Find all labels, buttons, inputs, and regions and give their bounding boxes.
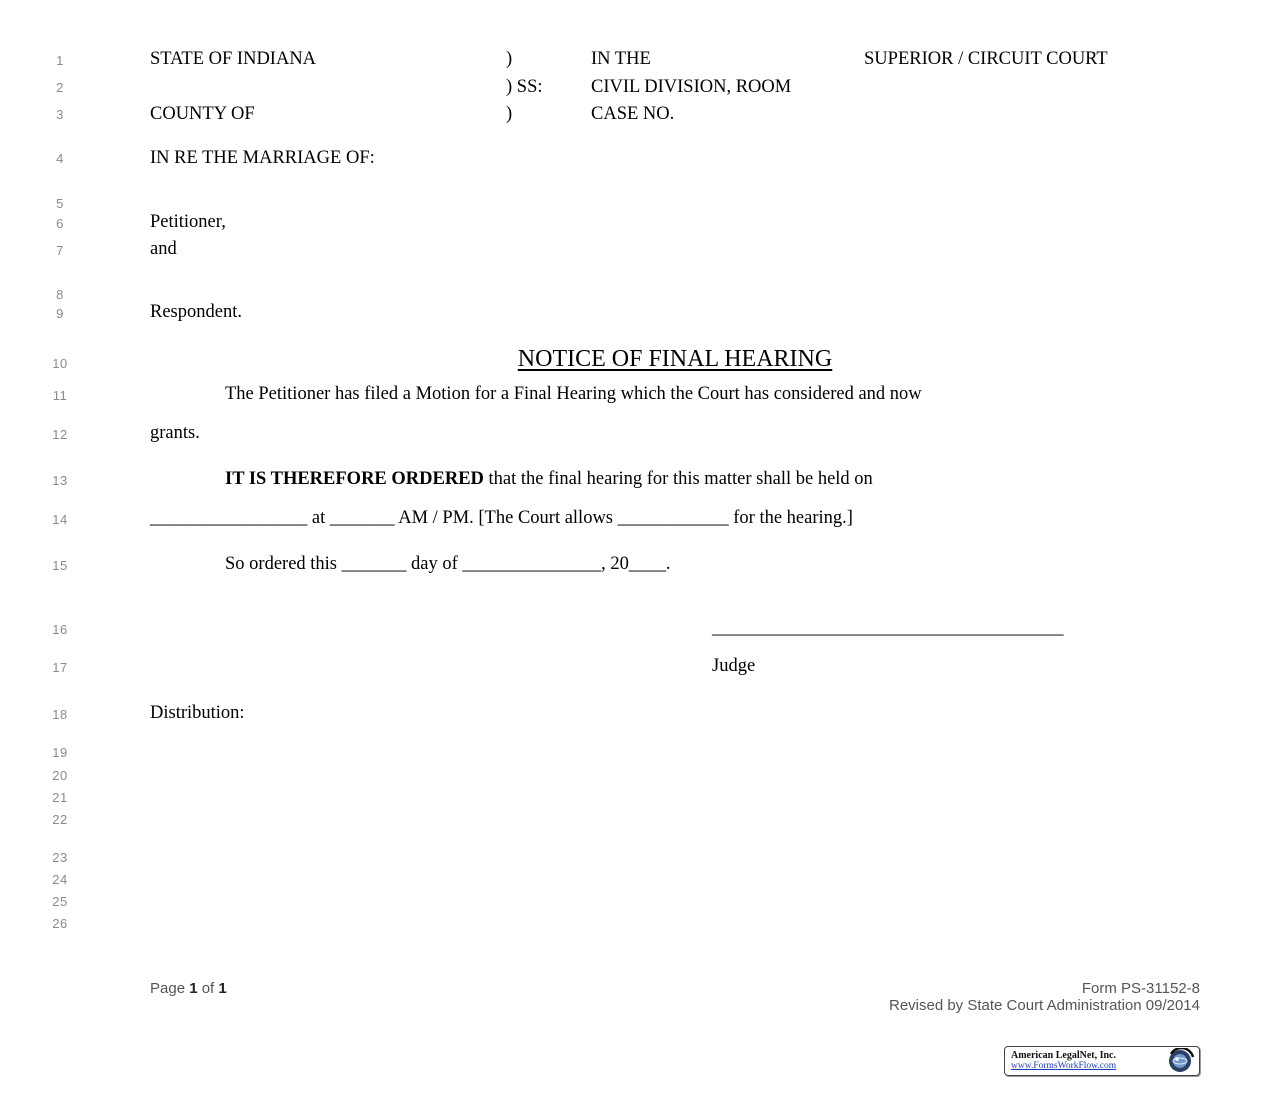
respondent-label: Respondent. xyxy=(150,302,242,322)
document-title: NOTICE OF FINAL HEARING xyxy=(517,346,833,372)
petitioner-label: Petitioner, xyxy=(150,212,226,232)
line-number: 13 xyxy=(52,473,68,488)
line-number: 4 xyxy=(56,151,64,166)
page-number: 1 xyxy=(189,980,198,997)
distribution-label: Distribution: xyxy=(150,703,245,723)
in-the-label: IN THE xyxy=(591,49,651,69)
americanlegalnet-logo[interactable] xyxy=(1004,1046,1200,1076)
line-number: 18 xyxy=(52,707,68,722)
line-number: 11 xyxy=(52,388,68,403)
order-paragraph xyxy=(225,468,873,490)
line-number: 9 xyxy=(56,306,64,321)
and-label: and xyxy=(150,239,177,259)
line-number: 25 xyxy=(52,894,68,909)
so-ordered-line: So ordered this _______ day of _______________, 20____. xyxy=(225,554,671,574)
globe-icon xyxy=(1163,1048,1197,1074)
judge-signature-line: ______________________________________ xyxy=(712,618,1064,638)
in-re-marriage-label: IN RE THE MARRIAGE OF: xyxy=(150,148,375,168)
line-number: 10 xyxy=(52,356,68,371)
caption-paren: ) xyxy=(506,49,513,69)
line-number: 7 xyxy=(56,243,64,258)
line-number: 24 xyxy=(52,872,68,887)
line-number: 20 xyxy=(52,768,68,783)
line-number: 19 xyxy=(52,745,68,760)
hearing-date-line: _________________ at _______ AM / PM. [The Court allows ____________ for the hearing.] xyxy=(150,508,853,528)
page-total: 1 xyxy=(218,980,227,997)
line-number: 6 xyxy=(56,216,64,231)
caption-paren: ) xyxy=(506,104,513,124)
court-label: SUPERIOR / CIRCUIT COURT xyxy=(864,49,1108,69)
line-number: 15 xyxy=(52,558,68,573)
revision-note: Revised by State Court Administration 09/2014 xyxy=(888,997,1200,1014)
ss-label: ) SS: xyxy=(506,77,543,97)
logo-url-link[interactable]: www.FormsWorkFlow.com xyxy=(1011,1061,1117,1071)
line-number: 16 xyxy=(52,622,68,637)
state-label: STATE OF INDIANA xyxy=(150,49,317,69)
line-number: 2 xyxy=(56,80,64,95)
page-indicator: Page 1 of 1 xyxy=(150,980,227,997)
line-number: 5 xyxy=(56,196,64,211)
division-label: CIVIL DIVISION, ROOM xyxy=(591,77,792,97)
logo-company-name: American LegalNet, Inc. xyxy=(1011,1050,1116,1061)
line-number: 3 xyxy=(56,107,64,122)
line-number: 12 xyxy=(52,427,68,442)
case-number-label: CASE NO. xyxy=(591,104,675,124)
judge-label: Judge xyxy=(712,656,756,676)
form-number: Form PS-31152-8 xyxy=(1081,980,1200,997)
motion-paragraph-line2: grants. xyxy=(150,423,200,443)
county-label: COUNTY OF xyxy=(150,104,255,124)
line-number: 22 xyxy=(52,812,68,827)
order-bold-text: IT IS THEREFORE ORDERED xyxy=(225,469,484,489)
line-number: 23 xyxy=(52,850,68,865)
order-text: that the final hearing for this matter shall be held on xyxy=(483,469,873,489)
line-number: 14 xyxy=(52,512,68,527)
line-number: 8 xyxy=(56,287,64,302)
line-number: 17 xyxy=(52,660,68,675)
line-number: 1 xyxy=(56,53,64,68)
line-number: 26 xyxy=(52,916,68,931)
motion-paragraph-line1: The Petitioner has filed a Motion for a Final Hearing which the Court has considered and now xyxy=(225,384,922,404)
line-number: 21 xyxy=(52,790,68,805)
